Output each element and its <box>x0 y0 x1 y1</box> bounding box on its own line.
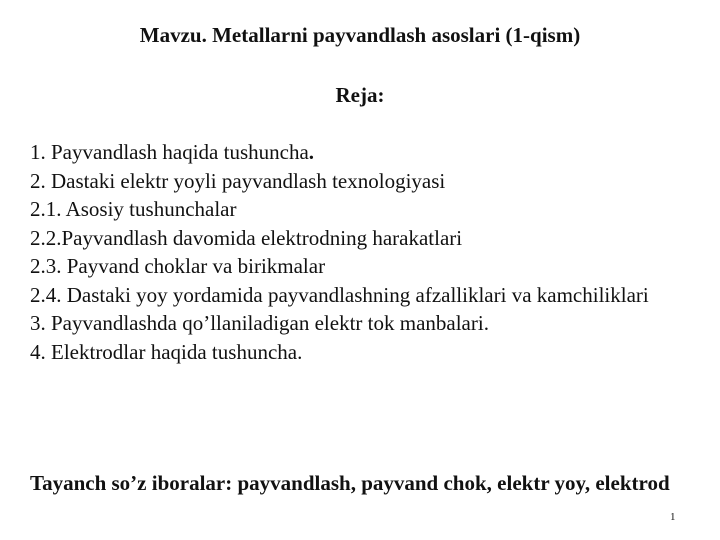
plan-item-2-1: 2.1. Asosiy tushunchalar <box>30 197 237 221</box>
document-title: Mavzu. Metallarni payvandlash asoslari (1-qism) <box>139 23 581 47</box>
plan-item-2-2: 2.2.Payvandlash davomida elektrodning harakatlari <box>30 225 463 250</box>
plan-item-3: 3. Payvandlashda qo’llaniladigan elektr tok manbalari. <box>30 311 489 335</box>
plan-list <box>30 138 685 366</box>
plan-item-1 <box>30 138 685 167</box>
plan-item-2: 2. Dastaki elektr yoyli payvandlash texnologiyasi <box>30 168 446 193</box>
plan-item-1-period: . <box>308 140 315 164</box>
plan-item-1-text: 1. Payvandlash haqida tushuncha <box>30 140 309 164</box>
page-number: 1 <box>670 511 676 523</box>
plan-heading: Reja: <box>335 83 385 107</box>
keywords-paragraph: Tayanch so’z iboralar: payvandlash, payvand chok, elektr yoy, elektrod <box>30 471 670 495</box>
plan-item-4: 4. Elektrodlar haqida tushuncha. <box>30 339 303 364</box>
plan-item-2-3: 2.3. Payvand choklar va birikmalar <box>30 254 326 278</box>
plan-item-2-4: 2.4. Dastaki yoy yordamida payvandlashning afzalliklari va kamchiliklari <box>30 282 649 307</box>
